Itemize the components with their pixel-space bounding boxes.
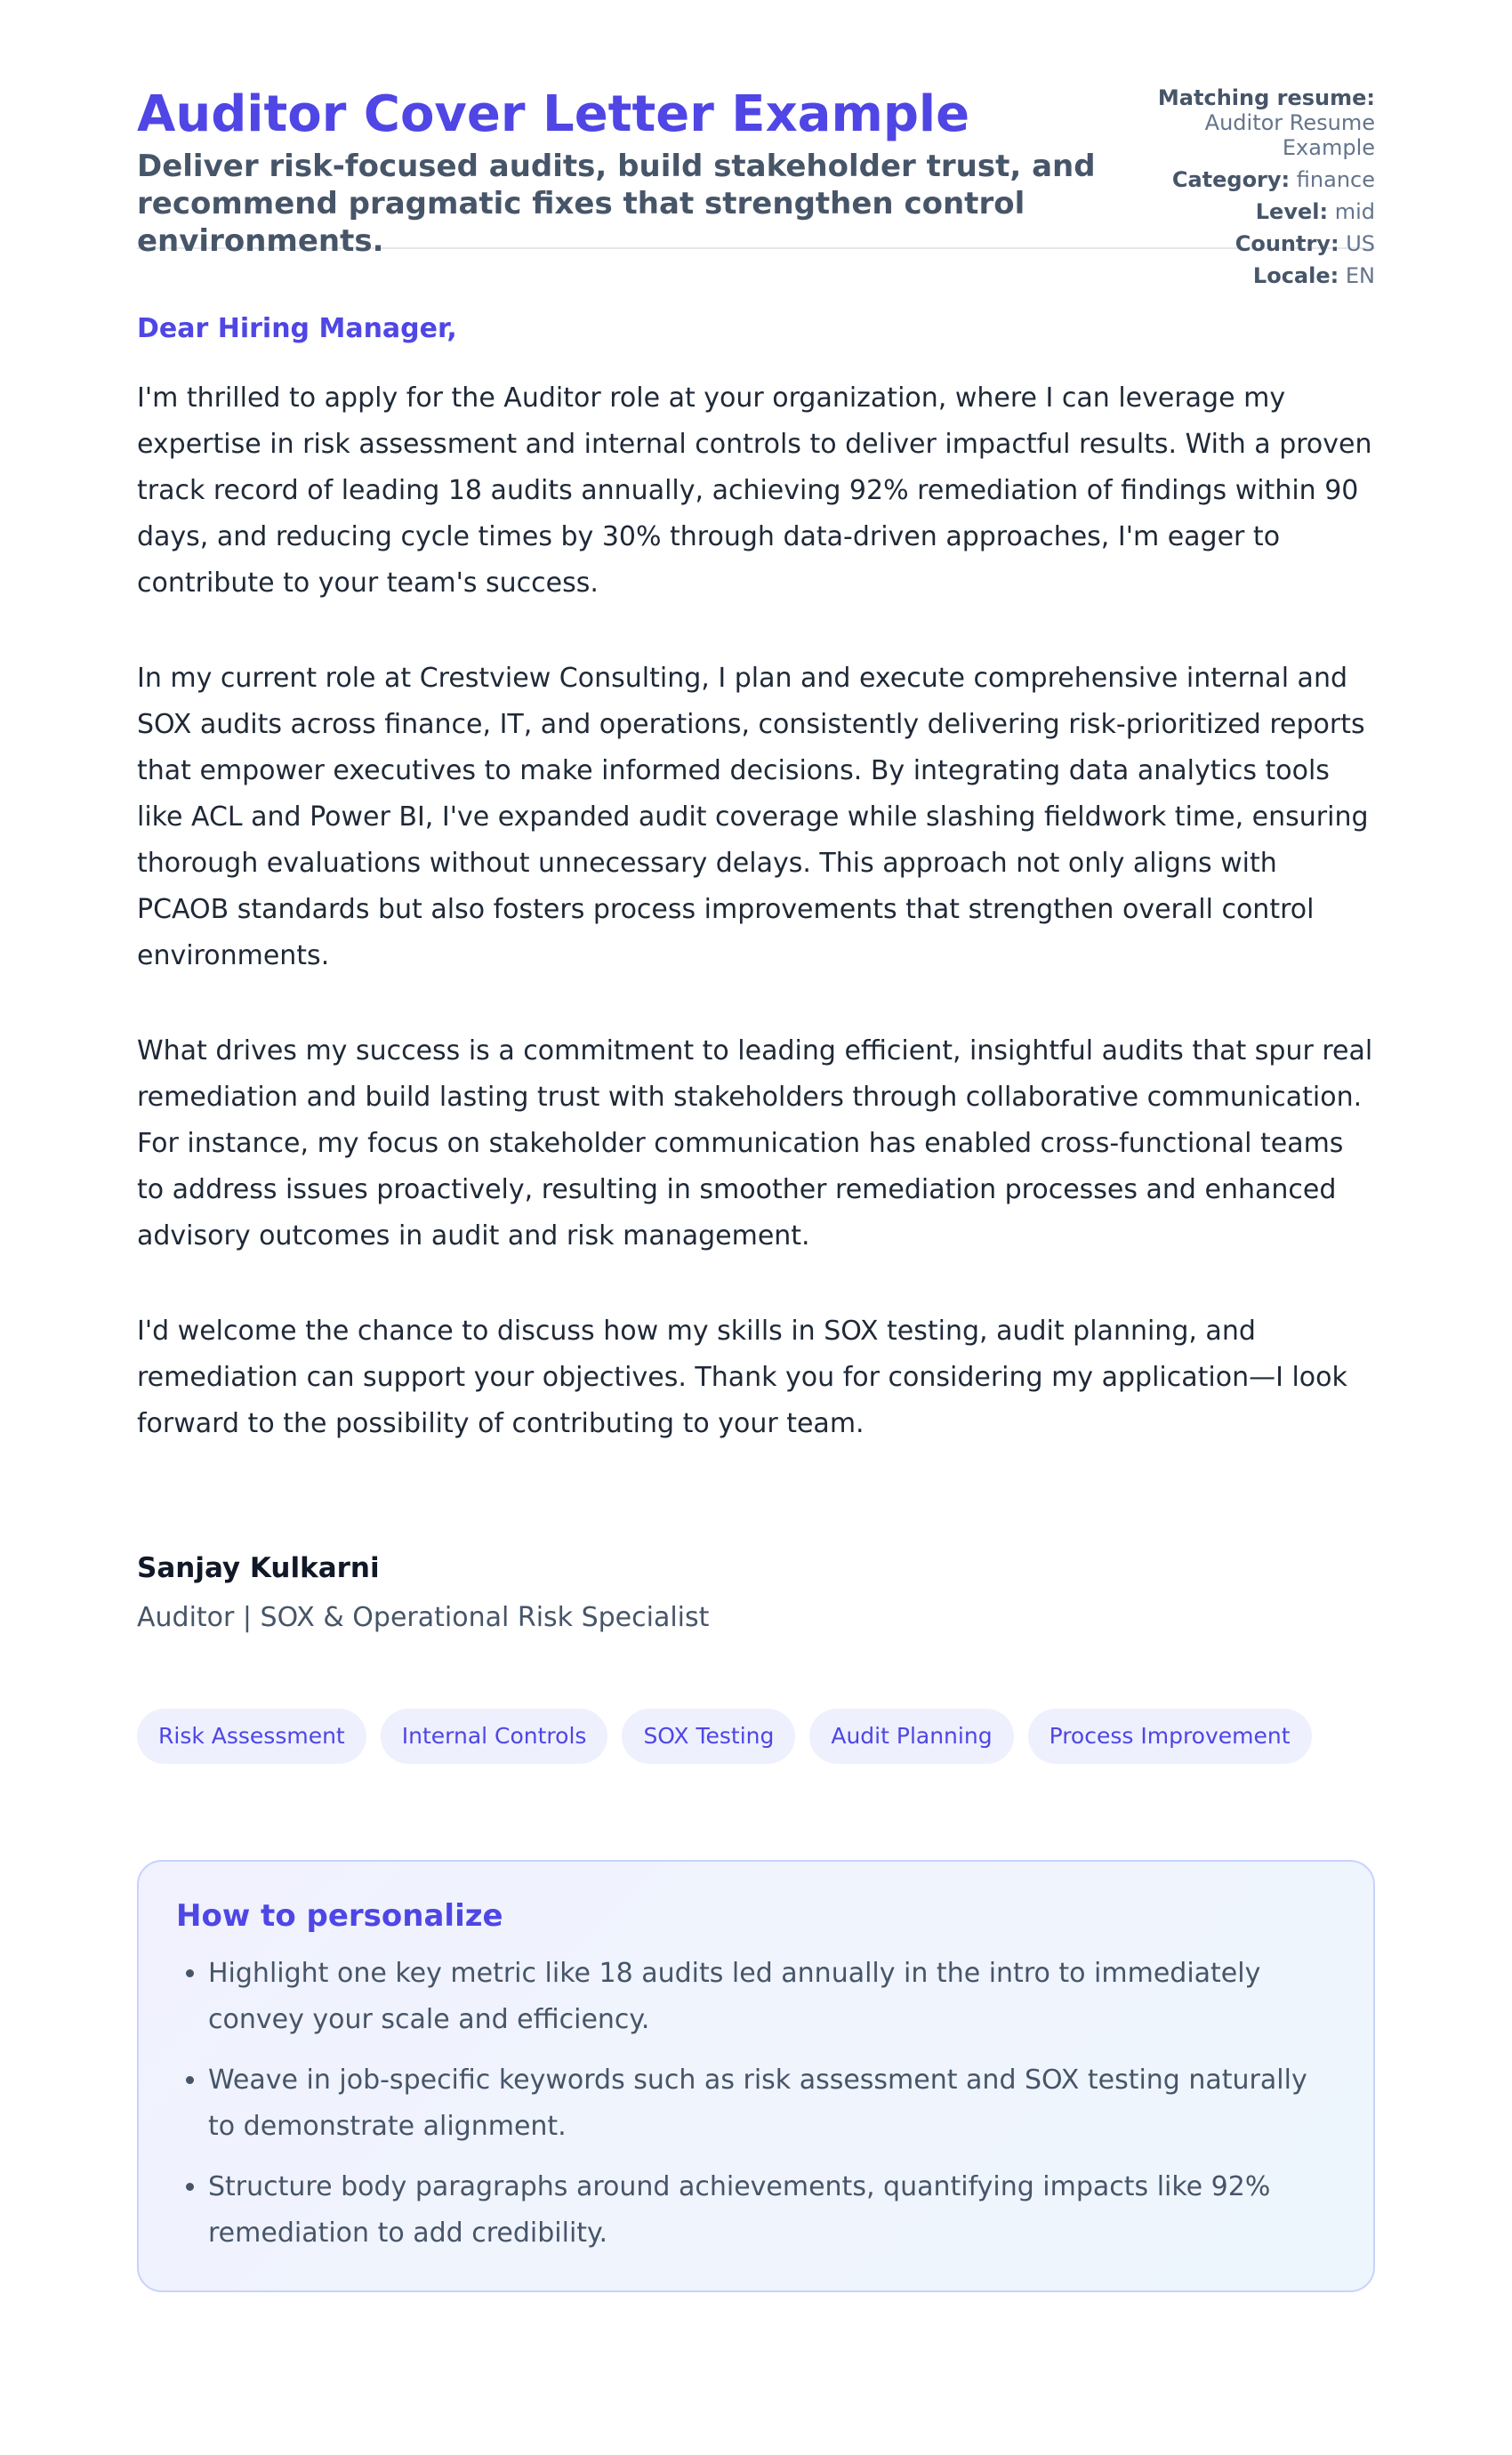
- tip-item: • Weave in job-specific keywords such as risk assessment and SOX testing naturally to demonstrate alignment.: [208, 2057, 1336, 2150]
- letter-paragraph-4: I'd welcome the chance to discuss how my skills in SOX testing, audit planning, and remediation can support your objectives. Thank you for considering my application—I look forward to the possibility of contributing to your team.: [137, 1316, 1347, 1439]
- skill-tag-sox-testing: SOX Testing: [622, 1709, 795, 1764]
- meta-matching-resume: [1144, 85, 1375, 160]
- page-header: [137, 0, 1375, 288]
- meta-matching-resume-value: Auditor Resume Example: [1204, 110, 1375, 160]
- meta-level-label: Level:: [1255, 199, 1329, 224]
- meta-country: [1144, 231, 1375, 256]
- letter-paragraph-2: In my current role at Crestview Consulting, I plan and execute comprehensive internal and SOX audits across finance, IT, and operations, consistently delivering risk-prioritized reports that empower executives to make informed decisions. By integrating data analytics tools like ACL and Power BI, I've expanded audit coverage while slashing fieldwork time, ensuring thorough evaluations without unnecessary delays. This approach not only aligns with PCAOB standards but also fosters process improvements that strengthen overall control environments.: [137, 663, 1369, 971]
- personalize-tips-box: [137, 1860, 1375, 2292]
- meta-level-value: mid: [1334, 199, 1375, 224]
- meta-country-value: US: [1346, 231, 1375, 256]
- meta-category-value: finance: [1296, 167, 1375, 192]
- page-title: Auditor Cover Letter Example: [137, 85, 970, 143]
- personalize-tips-title: How to personalize: [176, 1898, 503, 1934]
- meta-matching-resume-label: Matching resume:: [1157, 85, 1375, 110]
- signature-title: Auditor | SOX & Operational Risk Specialist: [137, 1602, 710, 1633]
- meta-locale-label: Locale:: [1252, 263, 1339, 288]
- meta-country-label: Country:: [1235, 231, 1339, 256]
- skill-tag-audit-planning: Audit Planning: [809, 1709, 1013, 1764]
- meta-locale: [1144, 263, 1375, 288]
- signature-name: Sanjay Kulkarni: [137, 1552, 380, 1584]
- letter-paragraph-1: I'm thrilled to apply for the Auditor role at your organization, where I can leverage my expertise in risk assessment and internal controls to deliver impactful results. With a proven track record of leading 18 audits annually, achieving 92% remediation of findings within 90 days, and reducing cycle times by 30% through data-driven approaches, I'm eager to contribute to your team's success.: [137, 382, 1372, 599]
- personalize-tips-list: [176, 1951, 1336, 2257]
- meta-category-label: Category:: [1171, 167, 1291, 192]
- meta-panel: [1144, 85, 1375, 295]
- skill-tag-risk-assessment: Risk Assessment: [137, 1709, 366, 1764]
- skill-tag-process-improvement: Process Improvement: [1028, 1709, 1312, 1764]
- meta-locale-value: EN: [1345, 263, 1375, 288]
- skill-tags: [137, 1709, 1375, 1764]
- meta-category: [1144, 167, 1375, 192]
- page-subtitle: Deliver risk-focused audits, build stakeholder trust, and recommend pragmatic fixes that strengthen control environments.: [137, 149, 1096, 259]
- tip-item: • Structure body paragraphs around achievements, quantifying impacts like 92% remediation to add credibility.: [208, 2164, 1336, 2257]
- letter-paragraph-3: What drives my success is a commitment to leading efficient, insightful audits that spur real remediation and build lasting trust with stakeholders through collaborative communication. For instance, my focus on stakeholder communication has enabled cross-functional teams to address issues proactively, resulting in smoother remediation processes and enhanced advisory outcomes in audit and risk management.: [137, 1035, 1373, 1252]
- letter-greeting: Dear Hiring Manager,: [137, 313, 457, 344]
- tip-item: • Highlight one key metric like 18 audits led annually in the intro to immediately convey your scale and efficiency.: [208, 1951, 1336, 2043]
- skill-tag-internal-controls: Internal Controls: [381, 1709, 608, 1764]
- meta-level: [1144, 199, 1375, 224]
